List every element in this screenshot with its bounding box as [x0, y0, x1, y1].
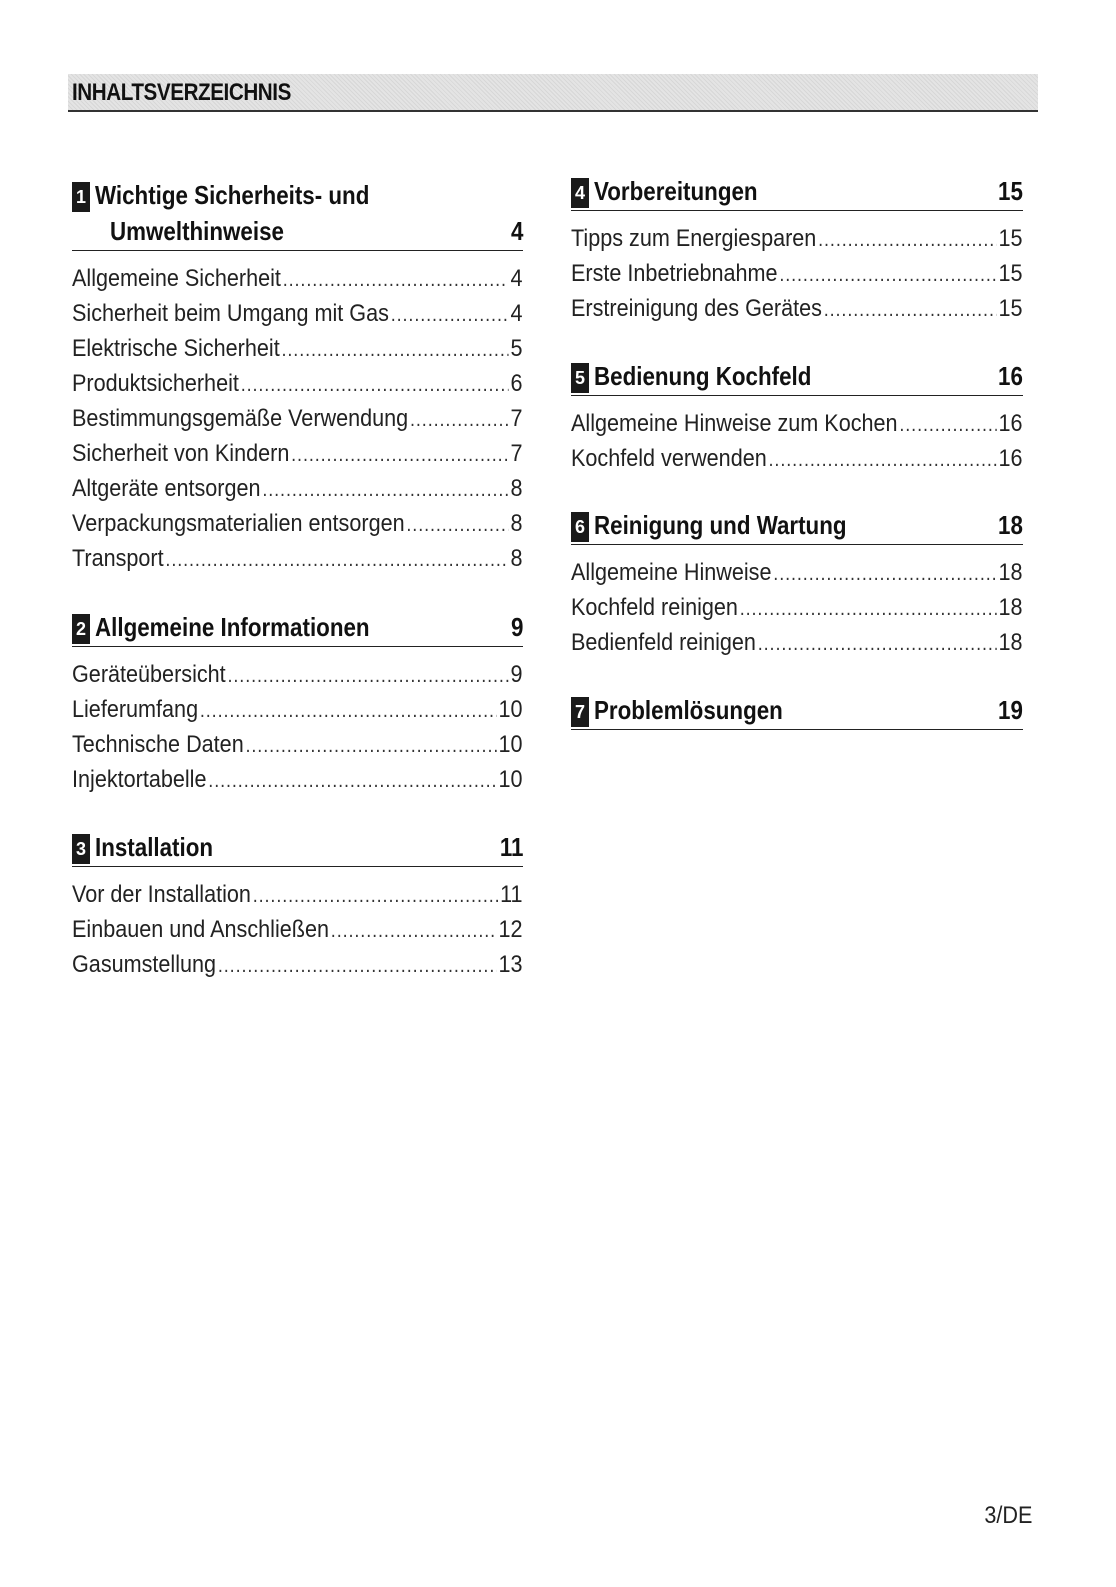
section-heading[interactable]	[571, 508, 1023, 545]
toc-entry[interactable]	[571, 555, 1023, 590]
section-title: Installation	[95, 832, 214, 862]
entry-label: Allgemeine Hinweise zum Kochen	[571, 410, 898, 437]
dot-leader	[824, 293, 997, 328]
toc-entry-list	[571, 555, 1023, 660]
entry-page: 8	[510, 545, 523, 572]
entry-page: 7	[510, 405, 523, 432]
entry-page: 10	[498, 731, 523, 758]
toc-entry-list	[72, 657, 523, 797]
dot-leader	[208, 764, 496, 799]
entry-label: Injektortabelle	[72, 766, 207, 793]
toc-entry[interactable]	[72, 401, 523, 436]
section-title: Problemlösungen	[594, 695, 783, 725]
entry-page: 15	[998, 260, 1023, 287]
section-title-line2: Umwelthinweise	[110, 216, 284, 246]
entry-page: 16	[998, 410, 1023, 437]
toc-title: INHALTSVERZEICHNIS	[72, 79, 291, 106]
entry-page: 9	[510, 661, 523, 688]
toc-section-7	[571, 693, 1023, 730]
toc-section-5	[571, 359, 1023, 476]
toc-entry[interactable]	[571, 625, 1023, 660]
section-title: Bedienung Kochfeld	[594, 361, 812, 391]
toc-entry[interactable]	[72, 331, 523, 366]
entry-page: 10	[498, 766, 523, 793]
dot-leader	[779, 258, 996, 293]
toc-entry[interactable]	[72, 877, 523, 912]
dot-leader	[291, 438, 509, 473]
toc-entry[interactable]	[72, 762, 523, 797]
toc-entry[interactable]	[571, 291, 1023, 326]
toc-section-2	[72, 610, 523, 797]
dot-leader	[218, 949, 497, 984]
entry-page: 5	[510, 335, 523, 362]
toc-entry[interactable]	[72, 261, 523, 296]
section-number-badge: 5	[571, 363, 589, 393]
section-page-number: 18	[998, 510, 1023, 540]
section-page-number: 16	[998, 361, 1023, 391]
toc-section-1	[72, 178, 523, 576]
section-number-badge: 6	[571, 512, 589, 542]
dot-leader	[331, 914, 497, 949]
section-number-badge: 3	[72, 834, 90, 864]
entry-label: Sicherheit von Kindern	[72, 440, 290, 467]
page-number-footer: 3/DE	[983, 1502, 1032, 1529]
toc-entry[interactable]	[72, 727, 523, 762]
dot-leader	[283, 263, 509, 298]
section-number-badge: 7	[571, 697, 589, 727]
toc-section-4	[571, 174, 1023, 326]
dot-leader	[818, 223, 997, 258]
section-title: Vorbereitungen	[594, 176, 758, 206]
section-number-badge: 4	[571, 178, 589, 208]
dot-leader	[769, 443, 997, 478]
entry-label: Einbauen und Anschließen	[72, 916, 330, 943]
entry-page: 18	[998, 594, 1023, 621]
entry-page: 8	[510, 510, 523, 537]
toc-entry[interactable]	[72, 506, 523, 541]
toc-entry[interactable]	[72, 366, 523, 401]
toc-section-3	[72, 830, 523, 982]
entry-label: Vor der Installation	[72, 881, 251, 908]
section-number-badge: 1	[72, 182, 90, 212]
dot-leader	[758, 627, 997, 662]
section-title: Wichtige Sicherheits- und	[95, 180, 370, 210]
section-heading[interactable]	[72, 830, 523, 867]
toc-entry[interactable]	[72, 947, 523, 982]
section-page-number: 19	[998, 695, 1023, 725]
section-page-number: 9	[510, 612, 523, 642]
entry-label: Tipps zum Energiesparen	[571, 225, 817, 252]
toc-header-bar	[68, 74, 1038, 112]
toc-entry[interactable]	[72, 296, 523, 331]
entry-label: Erste Inbetriebnahme	[571, 260, 778, 287]
dot-leader	[200, 694, 497, 729]
dot-leader	[740, 592, 997, 627]
dot-leader	[410, 403, 509, 438]
toc-section-6	[571, 508, 1023, 660]
dot-leader	[227, 659, 508, 694]
entry-label: Kochfeld verwenden	[571, 445, 767, 472]
dot-leader	[241, 368, 509, 403]
entry-label: Sicherheit beim Umgang mit Gas	[72, 300, 389, 327]
toc-entry-list	[72, 261, 523, 576]
dot-leader	[165, 543, 508, 578]
dot-leader	[391, 298, 509, 333]
toc-entry[interactable]	[72, 541, 523, 576]
dot-leader	[899, 408, 996, 443]
toc-entry-list	[72, 877, 523, 982]
toc-entry[interactable]	[571, 221, 1023, 256]
toc-entry[interactable]	[571, 441, 1023, 476]
toc-entry-list	[571, 406, 1023, 476]
dot-leader	[246, 729, 497, 764]
toc-entry[interactable]	[571, 590, 1023, 625]
section-number-badge: 2	[72, 614, 90, 644]
entry-page: 15	[998, 295, 1023, 322]
dot-leader	[773, 557, 996, 592]
entry-label: Elektrische Sicherheit	[72, 335, 280, 362]
entry-label: Bestimmungsgemäße Verwendung	[72, 405, 409, 432]
toc-entry[interactable]	[72, 692, 523, 727]
toc-entry[interactable]	[72, 436, 523, 471]
entry-label: Produktsicherheit	[72, 370, 239, 397]
entry-page: 6	[510, 370, 523, 397]
entry-label: Allgemeine Hinweise	[571, 559, 772, 586]
toc-entry[interactable]	[571, 406, 1023, 441]
entry-label: Bedienfeld reinigen	[571, 629, 756, 656]
entry-label: Kochfeld reinigen	[571, 594, 738, 621]
section-heading[interactable]	[571, 174, 1023, 211]
section-heading[interactable]	[72, 610, 523, 647]
entry-label: Erstreinigung des Gerätes	[571, 295, 822, 322]
entry-page: 18	[998, 559, 1023, 586]
toc-entry[interactable]	[72, 912, 523, 947]
toc-entry[interactable]	[571, 256, 1023, 291]
entry-page: 4	[510, 265, 523, 292]
section-title: Reinigung und Wartung	[594, 510, 847, 540]
section-heading[interactable]	[72, 178, 523, 251]
entry-page: 7	[510, 440, 523, 467]
entry-page: 11	[500, 881, 523, 908]
section-page-number: 4	[510, 216, 523, 246]
entry-label: Technische Daten	[72, 731, 244, 758]
section-page-number: 15	[998, 176, 1023, 206]
entry-label: Allgemeine Sicherheit	[72, 265, 281, 292]
entry-page: 12	[498, 916, 523, 943]
toc-entry-list	[571, 221, 1023, 326]
toc-entry[interactable]	[72, 471, 523, 506]
entry-label: Gasumstellung	[72, 951, 217, 978]
entry-page: 10	[498, 696, 523, 723]
entry-page: 4	[510, 300, 523, 327]
dot-leader	[253, 879, 499, 914]
entry-page: 16	[998, 445, 1023, 472]
dot-leader	[281, 333, 508, 368]
entry-label: Verpackungsmaterialien entsorgen	[72, 510, 405, 537]
entry-page: 18	[998, 629, 1023, 656]
entry-page: 8	[510, 475, 523, 502]
section-title: Allgemeine Informationen	[95, 612, 370, 642]
section-heading[interactable]	[571, 693, 1023, 730]
dot-leader	[262, 473, 508, 508]
section-heading[interactable]	[571, 359, 1023, 396]
dot-leader	[406, 508, 508, 543]
entry-label: Altgeräte entsorgen	[72, 475, 261, 502]
entry-page: 13	[498, 951, 523, 978]
entry-label: Geräteübersicht	[72, 661, 226, 688]
entry-page: 15	[998, 225, 1023, 252]
entry-label: Transport	[72, 545, 164, 572]
section-page-number: 11	[499, 832, 523, 862]
toc-entry[interactable]	[72, 657, 523, 692]
entry-label: Lieferumfang	[72, 696, 199, 723]
